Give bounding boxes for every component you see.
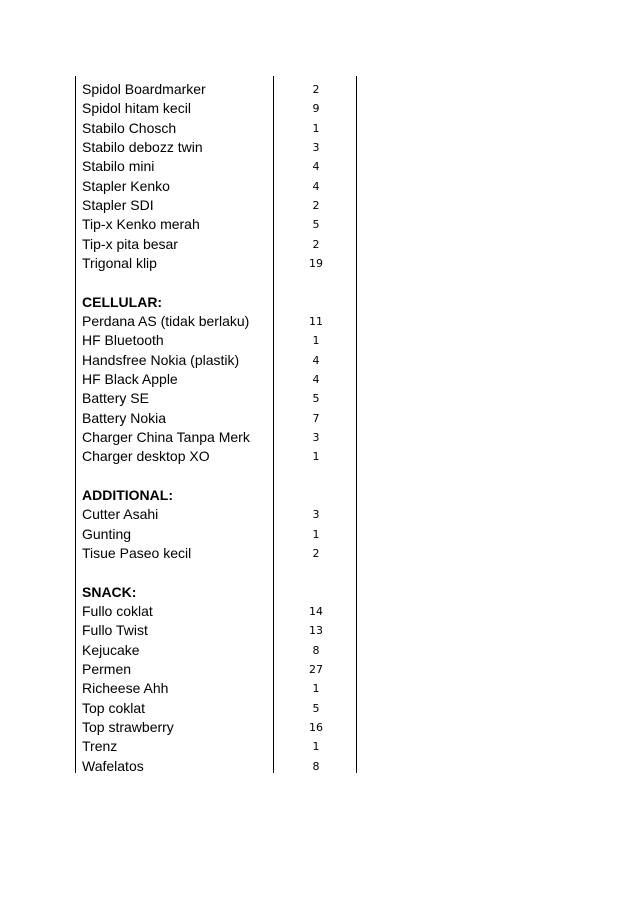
list-item bbox=[0, 370, 638, 389]
item-name: Battery Nokia bbox=[82, 409, 167, 426]
list-item bbox=[0, 138, 638, 157]
item-quantity: 14 bbox=[309, 604, 323, 618]
item-name: Battery SE bbox=[82, 390, 149, 407]
list-item bbox=[0, 157, 638, 176]
list-item bbox=[0, 99, 638, 118]
item-name: Wafelatos bbox=[82, 757, 144, 774]
item-quantity: 11 bbox=[309, 314, 323, 328]
list-item bbox=[0, 331, 638, 350]
list-item bbox=[0, 312, 638, 331]
item-name: Fullo Twist bbox=[82, 622, 148, 639]
item-quantity: 1 bbox=[312, 682, 320, 696]
item-name: Tip-x Kenko merah bbox=[82, 216, 200, 233]
section-heading: SNACK: bbox=[82, 583, 137, 600]
list-item bbox=[0, 177, 638, 196]
item-quantity: 3 bbox=[312, 140, 320, 154]
item-name: Tip-x pita besar bbox=[82, 235, 178, 252]
item-name: Top strawberry bbox=[82, 718, 174, 735]
item-name: Spidol Boardmarker bbox=[82, 81, 206, 97]
list-item bbox=[0, 119, 638, 138]
item-name: Gunting bbox=[82, 525, 132, 542]
item-name: HF Bluetooth bbox=[82, 332, 164, 349]
item-name: Stabilo Chosch bbox=[82, 119, 177, 136]
item-name: Handsfree Nokia (plastik) bbox=[82, 351, 240, 368]
item-name: HF Black Apple bbox=[82, 370, 178, 387]
list-item bbox=[0, 389, 638, 408]
item-quantity: 3 bbox=[312, 430, 320, 444]
item-quantity: 2 bbox=[312, 237, 320, 251]
item-name: Cutter Asahi bbox=[82, 506, 159, 523]
item-quantity: 5 bbox=[312, 218, 320, 232]
list-item bbox=[0, 602, 638, 621]
item-quantity: 9 bbox=[312, 102, 320, 116]
item-quantity: 3 bbox=[312, 508, 320, 522]
item-quantity: 1 bbox=[312, 450, 320, 464]
item-name: Stapler SDI bbox=[82, 196, 154, 213]
item-quantity: 5 bbox=[312, 701, 320, 715]
item-quantity: 5 bbox=[312, 392, 320, 406]
item-name: Top coklat bbox=[82, 699, 146, 716]
item-name: Stabilo debozz twin bbox=[82, 138, 203, 155]
list-item bbox=[0, 621, 638, 640]
item-name: Perdana AS (tidak berlaku) bbox=[82, 312, 250, 329]
item-quantity: 1 bbox=[312, 527, 320, 541]
item-name: Stapler Kenko bbox=[82, 177, 170, 194]
item-quantity: 2 bbox=[312, 546, 320, 560]
section-heading: CELLULAR: bbox=[82, 293, 163, 310]
item-name: Fullo coklat bbox=[82, 602, 153, 619]
list-item bbox=[0, 409, 638, 428]
list-item bbox=[0, 757, 638, 776]
list-item bbox=[0, 351, 638, 370]
item-name: Trenz bbox=[82, 738, 118, 755]
item-name: Trigonal klip bbox=[82, 254, 157, 271]
list-item bbox=[0, 505, 638, 524]
list-item bbox=[0, 660, 638, 679]
list-item bbox=[0, 718, 638, 737]
item-quantity: 4 bbox=[312, 372, 320, 386]
item-quantity: 2 bbox=[312, 198, 320, 212]
list-item bbox=[0, 428, 638, 447]
item-quantity: 1 bbox=[312, 334, 320, 348]
item-quantity: 27 bbox=[309, 662, 323, 676]
section-heading: ADDITIONAL: bbox=[82, 486, 173, 503]
list-item bbox=[0, 196, 638, 215]
item-name: Kejucake bbox=[82, 641, 140, 658]
list-item bbox=[0, 737, 638, 756]
list-item bbox=[0, 447, 638, 466]
item-quantity: 4 bbox=[312, 353, 320, 367]
list-item bbox=[0, 679, 638, 698]
item-quantity: 4 bbox=[312, 179, 320, 193]
item-quantity: 1 bbox=[312, 121, 320, 135]
item-quantity: 16 bbox=[309, 720, 323, 734]
item-name: Tisue Paseo kecil bbox=[82, 544, 192, 561]
item-quantity: 13 bbox=[309, 624, 323, 638]
item-quantity: 8 bbox=[312, 759, 320, 773]
list-item bbox=[0, 544, 638, 563]
item-name: Richeese Ahh bbox=[82, 680, 169, 697]
item-quantity: 8 bbox=[312, 643, 320, 657]
item-name: Charger China Tanpa Merk bbox=[82, 428, 250, 445]
item-quantity: 4 bbox=[312, 160, 320, 174]
item-quantity: 2 bbox=[312, 83, 320, 96]
list-item bbox=[0, 254, 638, 273]
item-quantity: 1 bbox=[312, 740, 320, 754]
list-item bbox=[0, 525, 638, 544]
item-quantity: 7 bbox=[312, 411, 320, 425]
list-item bbox=[0, 641, 638, 660]
list-item bbox=[0, 80, 638, 99]
list-item bbox=[0, 699, 638, 718]
list-item bbox=[0, 235, 638, 254]
item-quantity: 19 bbox=[309, 256, 323, 270]
item-name: Permen bbox=[82, 660, 132, 677]
list-item bbox=[0, 215, 638, 234]
item-name: Charger desktop XO bbox=[82, 448, 210, 465]
item-name: Stabilo mini bbox=[82, 158, 155, 175]
item-name: Spidol hitam kecil bbox=[82, 100, 191, 117]
